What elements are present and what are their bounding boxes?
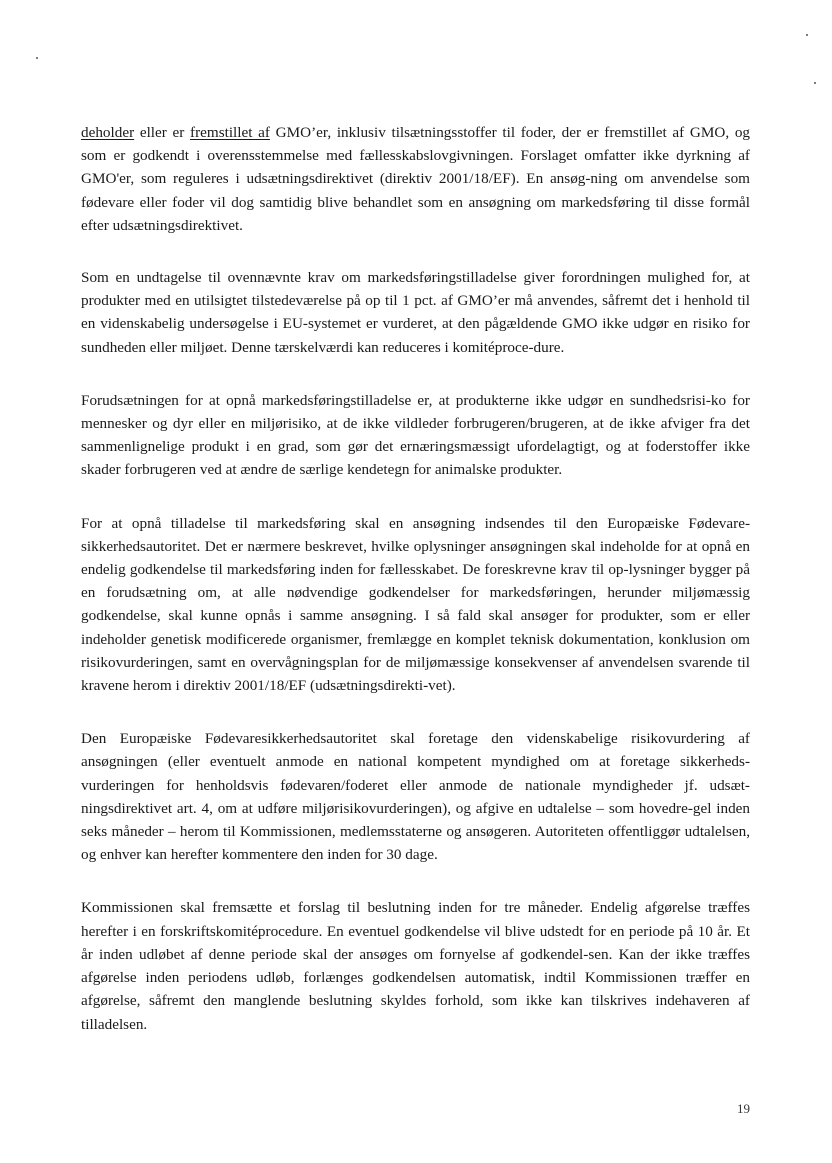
scan-speck-right: [814, 82, 816, 84]
paragraph-1-text: GMO’er, inklusiv tilsætningsstoffer til foder, der er fremstillet af GMO, og som er godkendt i overensstemmelse med fællesskabslovgivningen. Forslaget omfatter ikke dyrkning af GMO'er, som reguleres i udsætningsdirektivet (direktiv 2001/18/EF). En ansøg-ning om anvendelse som fødevare eller foder vil dog samtidig blive behandlet som en ansøgning om markedsføring til disse formål efter udsætningsdirektivet.: [81, 124, 751, 234]
paragraph-2: Som en undtagelse til ovennævnte krav om markedsføringstilladelse giver forordningen mulighed for, at produkter med en utilsigtet tilstedeværelse på op til 1 pct. af GMO’er må anvendes, såfremt det i henhold til en videnskabelig undersøgelse i EU-systemet er vurderet, at den pågældende GMO ikke udgør en risiko for sundheden eller miljøet. Denne tærskelværdi kan reduceres i komitéproce-dure.: [81, 269, 750, 356]
scan-speck-top-right: [806, 34, 808, 36]
page-number: 19: [737, 1101, 750, 1116]
scan-speck-top-left: [36, 57, 38, 59]
paragraph-1: [81, 121, 750, 237]
body-text: [81, 121, 750, 1065]
paragraph-4: For at opnå tilladelse til markedsføring skal en ansøgning indsendes til den Europæiske Fødevare-sikkerhedsautoritet. Det er nærmere beskrevet, hvilke oplysninger ansøgningen skal indeholde for at opnå en endelig godkendelse til markedsføring inden for fællesskabet. De foreskrevne krav til op-lysninger bygger på en forudsætning om, at alle nødvendige godkendelser for markedsføringen, herunder miljømæssig godkendelse, skal kunne opnås i samme ansøgning. I så fald skal ansøger for produkter, som er eller indeholder genetisk modificerede organismer, fremlægge en komplet teknisk dokumentation, konklusion om risikovurderingen, samt en overvågningsplan for de miljømæssige konsekvenser af anvendelsen svarende til kravene herom i direktiv 2001/18/EF (udsætningsdirekti-vet).: [81, 514, 750, 695]
underlined-term-deholder: deholder: [81, 124, 135, 141]
paragraph-6: Kommissionen skal fremsætte et forslag til beslutning inden for tre måneder. Endelig afgørelse træffes herefter i en forskriftskomitéprocedure. En eventuel godkendelse vil blive udstedt for en periode på 10 år. Et år inden udløbet af denne periode skal der ansøges om fornyelse af godkendel-sen. Kan der ikke træffes afgørelse inden periodens udløb, forlænges godkendelsen automatisk, indtil Kommissionen træffer en afgørelse, såfremt den manglende beslutning skyldes forhold, som ikke kan tilskrives indehaveren af tilladelsen.: [81, 899, 750, 1033]
underlined-term-fremstillet-af: fremstillet af: [190, 124, 270, 141]
paragraph-3: Forudsætningen for at opnå markedsføringstilladelse er, at produkterne ikke udgør en sundhedsrisi-ko for mennesker og dyr eller en miljørisiko, at de ikke vildleder forbrugeren/brugeren, at de ikke afviger fra det sammenlignelige produkt i en grad, som gør det ernæringsmæssigt ufordelagtigt, og at foderstoffer ikke skader forbrugeren ved at ændre de særlige kendetegn for animalske produkter.: [81, 391, 750, 479]
paragraph-5: Den Europæiske Fødevaresikkerhedsautoritet skal foretage den videnskabelige risikovurdering af ansøgningen (eller eventuelt anmode en national kompetent myndighed om at foretage sikkerheds-vurderingen for henholdsvis fødevaren/foderet eller anmode de nationale myndigheder jf. udsæt-ningsdirektivet art. 4, om at udføre miljørisikovurderingen), og afgive en udtalelse – som hovedre-gel inden seks måneder – herom til Kommissionen, medlemsstaterne og ansøgeren. Autoriteten offentliggør udtalelsen, og enhver kan herefter kommentere den inden for 30 dage.: [81, 730, 750, 864]
paragraph-1-connector: eller er: [134, 124, 191, 141]
